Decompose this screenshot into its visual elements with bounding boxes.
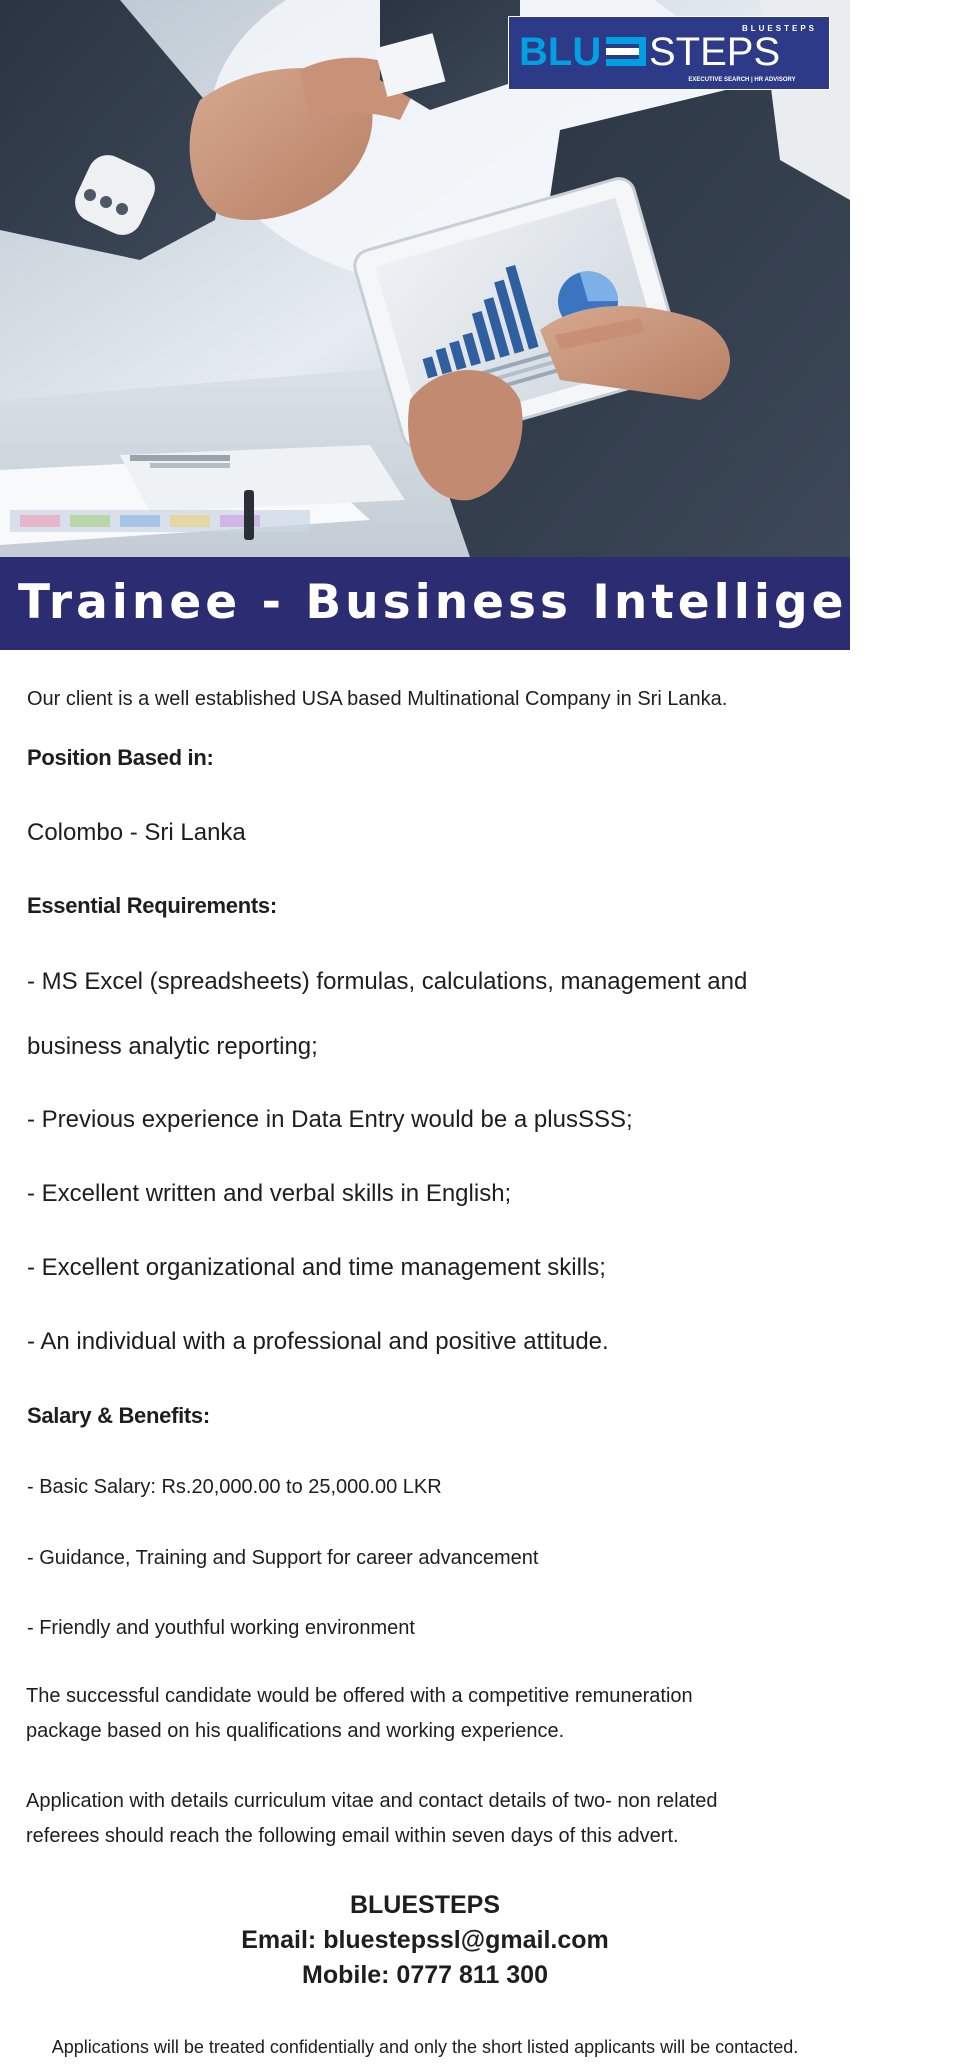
paragraph-line: referees should reach the following email within seven days of this advert. xyxy=(26,1825,679,1847)
requirement-item: - An individual with a professional and positive attitude. xyxy=(27,1328,609,1355)
contact-mobile[interactable]: Mobile: 0777 811 300 xyxy=(302,1961,548,1989)
logo-text-right: STEPS xyxy=(649,30,781,74)
logo-e-mark-icon xyxy=(606,37,646,66)
salary-item: - Friendly and youthful working environment xyxy=(27,1617,415,1639)
requirements-heading: Essential Requirements: xyxy=(27,893,277,918)
salary-heading: Salary & Benefits: xyxy=(27,1403,210,1428)
intro-text: Our client is a well established USA based Multinational Company in Sri Lanka. xyxy=(27,688,728,710)
application-paragraph xyxy=(26,1784,717,1854)
requirement-item: - Excellent organizational and time management skills; xyxy=(27,1254,606,1281)
logo-small-text: BLUESTEPS xyxy=(741,24,817,33)
salary-item: - Guidance, Training and Support for career advancement xyxy=(27,1547,539,1569)
salary-item: - Basic Salary: Rs.20,000.00 to 25,000.00 LKR xyxy=(27,1476,442,1498)
paragraph-line: The successful candidate would be offered with a competitive remuneration xyxy=(26,1685,693,1707)
requirement-item: - Excellent written and verbal skills in English; xyxy=(27,1180,512,1207)
requirement-item: - MS Excel (spreadsheets) formulas, calculations, management and xyxy=(27,968,748,995)
job-title: Trainee - Business Intelligence xyxy=(18,575,953,630)
logo-tagline: EXECUTIVE SEARCH | HR ADVISORY xyxy=(688,77,796,83)
offer-paragraph xyxy=(26,1679,693,1749)
contact-block xyxy=(0,1888,850,1993)
logo-text-left: BLU xyxy=(519,30,602,74)
requirement-item: business analytic reporting; xyxy=(27,1033,318,1060)
confidentiality-note: Applications will be treated confidentially and only the short listed applicants will be contacted. xyxy=(51,2037,799,2057)
paragraph-line: package based on his qualifications and working experience. xyxy=(26,1720,565,1742)
contact-email[interactable]: Email: bluestepssl@gmail.com xyxy=(241,1926,609,1954)
position-heading: Position Based in: xyxy=(27,745,214,770)
paragraph-line: Application with details curriculum vitae and contact details of two- non related xyxy=(26,1790,718,1812)
title-band xyxy=(0,557,953,650)
requirement-item: - Previous experience in Data Entry would be a plusSSS; xyxy=(27,1106,633,1133)
position-value: Colombo - Sri Lanka xyxy=(27,819,246,846)
contact-company: BLUESTEPS xyxy=(349,1891,501,1919)
hero-photo xyxy=(0,0,850,557)
bluesteps-logo xyxy=(508,16,830,90)
